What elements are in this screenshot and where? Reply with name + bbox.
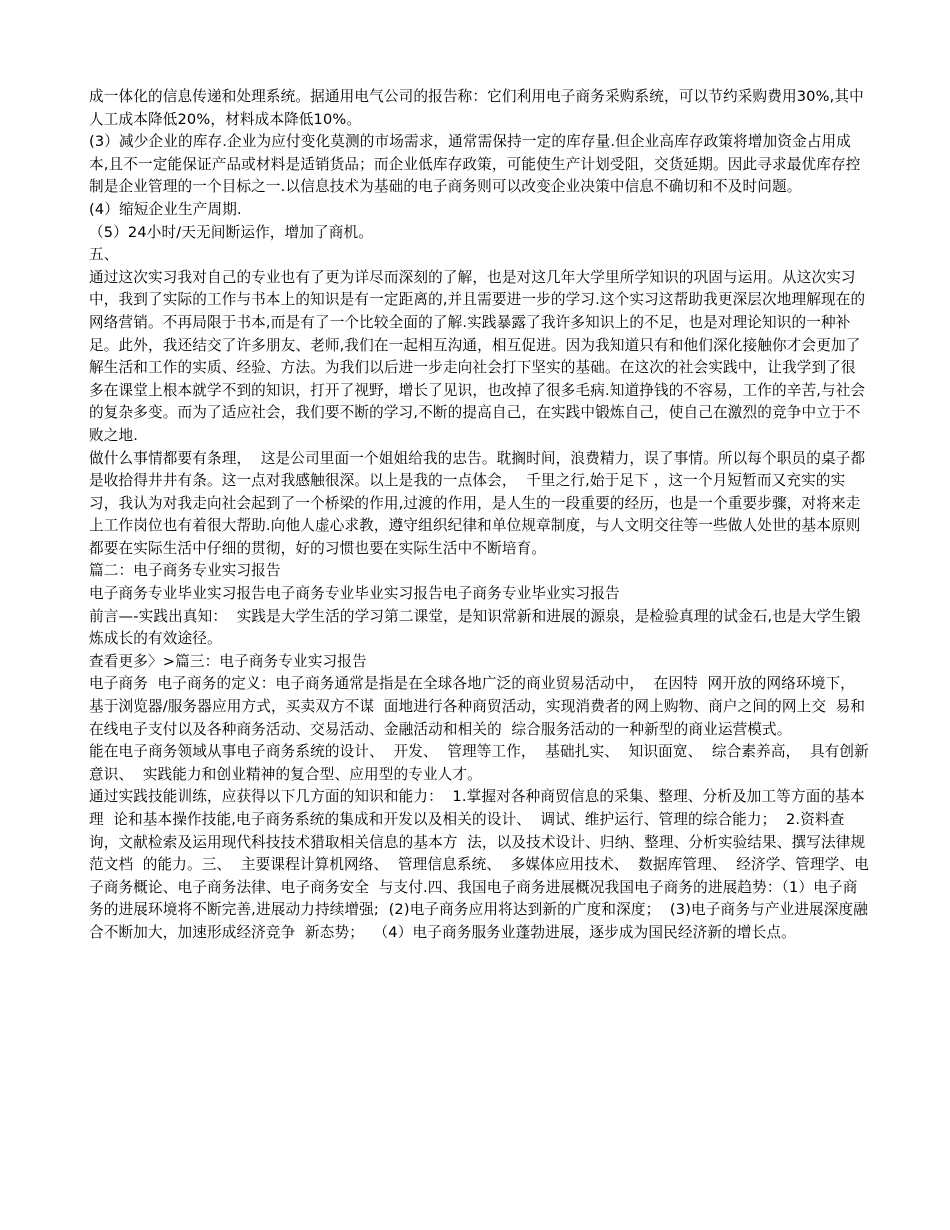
paragraph-24-hour-operation: （5）24小时/天无间断运作，增加了商机。 xyxy=(89,223,374,241)
paragraph-reduce-inventory: (3）减少企业的库存.企业为应付变化莫测的市场需求，通常需保持一定的库存量.但企业高库存政策将增加资金占用成本,且不一定能保证产品或材料是适销货品；而企业低库存政策，可能使生产计划受阻，交货延期。因此寻求最优库存控制是企业管理的一个目标之一.以信息技术为基础的电子商务则可以改变企业决策中信息不确切和不及时问题。 xyxy=(89,133,861,196)
paragraph-internship-reflection: 通过这次实习我对自己的专业也有了更为详尽而深刻的了解，也是对这几年大学里所学知识的巩固与运用。从这次实习中，我到了实际的工作与书本上的知识是有一定距离的,并且需要进一步的学习.这个实习这帮助我更深层次地理解现在的网络营销。不再局限于书本,而是有了一个比较全面的了解.实践暴露了我许多知识上的不足，也是对理论知识的一种补足。此外，我还结交了许多朋友、老师,我们在一起相互沟通，相互促进。因为我知道只有和他们深化接触你才会更加了解生活和工作的实质、经验、方法。为我们以后进一步走向社会打下坚实的基础。在这次的社会实践中，让我学到了很多在课堂上根本就学不到的知识，打开了视野，增长了见识，也改掉了很多毛病.知道挣钱的不容易，工作的辛苦,与社会的复杂多变。而为了适应社会，我们要不断的学习,不断的提高自己，在实践中锻炼自己，使自己在激烈的竞争中立于不败之地. xyxy=(89,268,866,444)
view-more-link[interactable]: 查看更多〉>篇三：电子商务专业实习报告 xyxy=(89,652,367,670)
document-body xyxy=(89,86,869,945)
paragraph-shorten-cycle: (4）缩短企业生产周期. xyxy=(89,200,242,218)
section-heading-five: 五、 xyxy=(89,246,119,264)
section-heading-part-two: 篇二：电子商务专业实习报告 xyxy=(89,562,281,580)
paragraph-procurement-savings: 成一体化的信息传递和处理系统。据通用电气公司的报告称：它们利用电子商务采购系统，可以节约采购费用30%,其中人工成本降低20%，材料成本降低10%。 xyxy=(89,88,864,128)
paragraph-talent-goal: 能在电子商务领域从事电子商务系统的设计、 开发、 管理等工作， 基础扎实、 知识面宽、 综合素养高， 具有创新意识、 实践能力和创业精神的复合型、应用型的专业人才。 xyxy=(89,743,869,783)
paragraph-report-title-repeat: 电子商务专业毕业实习报告电子商务专业毕业实习报告电子商务专业毕业实习报告 xyxy=(89,585,620,603)
paragraph-work-habits: 做什么事情都要有条理， 这是公司里面一个姐姐给我的忠告。耽搁时间，浪费精力，误了事情。所以每个职员的桌子都是收拾得井井有条。这一点对我感触很深。以上是我的一点体会， 千里之行,始于足下 ，这一个月短暂而又充实的实习，我认为对我走向社会起到了一个桥梁的作用,过渡的作用，是人生的一段重要的经历，也是一个重要步骤，对将来走上工作岗位也有着很大帮助.向他人虚心求教，遵守组织纪律和单位规章制度，与人文明交往等一些做人处世的基本原则都要在实际生活中仔细的贯彻，好的习惯也要在实际生活中不断培育。 xyxy=(89,449,866,557)
paragraph-ecommerce-definition: 电子商务 电子商务的定义：电子商务通常是指是在全球各地广泛的商业贸易活动中， 在因特 网开放的网络环境下，基于浏览器/服务器应用方式，买卖双方不谋 面地进行各种商贸活动，实现消费者的网上购物、商户之间的网上交 易和在线电子支付以及各种商务活动、交易活动、金融活动和相关的 综合服务活动的一种新型的商业运营模式。 xyxy=(89,675,866,738)
paragraph-skills-and-trends: 通过实践技能训练，应获得以下几方面的知识和能力： 1.掌握对各种商贸信息的采集、整理、分析及加工等方面的基本理 论和基本操作技能,电子商务系统的集成和开发以及相关的设计、 调试、维护运行、管理的综合能力； 2.资料查询，文献检索及运用现代科技技术猎取相关信息的基本方 法，以及技术设计、归纳、整理、分析实验结果、撰写法律规范文档 的能力。三、 主要课程计算机网络、 管理信息系统、 多媒体应用技术、 数据库管理、 经济学、管理学、电子商务概论、电子商务法律、电子商务安全 与支付.四、我国电子商务进展概况我国电子商务的进展趋势：（1）电子商务的进展环境将不断完善,进展动力持续增强; (2)电子商务应用将达到新的广度和深度； (3)电子商务与产业进展深度融合不断加大，加速形成经济竞争 新态势； （4）电子商务服务业蓬勃进展，逐步成为国民经济新的增长点。 xyxy=(89,788,869,941)
paragraph-preface: 前言—-实践出真知： 实践是大学生活的学习第二课堂，是知识常新和进展的源泉，是检验真理的试金石,也是大学生锻炼成长的有效途径。 xyxy=(89,607,861,648)
